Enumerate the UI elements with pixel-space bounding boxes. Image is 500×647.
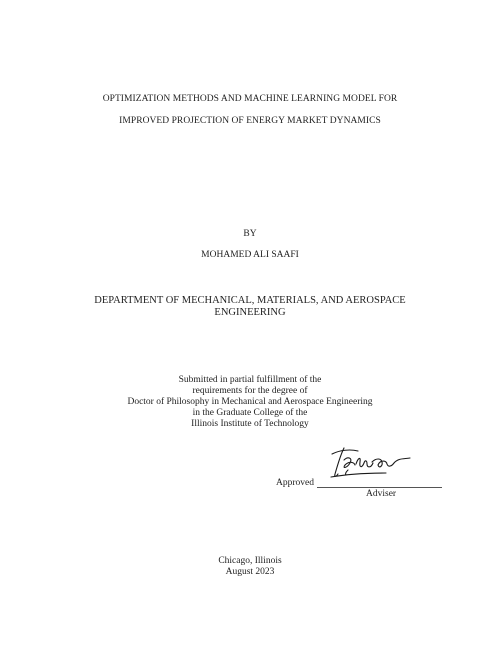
signature-line (317, 487, 442, 488)
adviser-label: Adviser (366, 489, 397, 499)
adviser-signature (328, 444, 414, 482)
department-line-2: ENGINEERING (214, 307, 286, 318)
submission-line-1: Submitted in partial fulfillment of the (178, 375, 322, 385)
title-line-2: IMPROVED PROJECTION OF ENERGY MARKET DYNAMICS (119, 116, 381, 126)
submission-statement (0, 375, 500, 430)
location-city: Chicago, Illinois (218, 556, 282, 566)
submission-line-4: in the Graduate College of the (192, 408, 308, 418)
submission-line-2: requirements for the degree of (192, 386, 308, 396)
submission-date: August 2023 (225, 567, 275, 577)
submission-line-3: Doctor of Philosophy in Mechanical and Aerospace Engineering (127, 397, 373, 407)
author-name: MOHAMED ALI SAAFI (201, 250, 299, 260)
title-line-1: OPTIMIZATION METHODS AND MACHINE LEARNING MODEL FOR (102, 94, 398, 104)
department-line-1: DEPARTMENT OF MECHANICAL, MATERIALS, AND AEROSPACE (94, 295, 406, 306)
approved-label: Approved (276, 478, 314, 488)
submission-line-5: Illinois Institute of Technology (191, 419, 309, 429)
by-label: BY (243, 229, 257, 239)
